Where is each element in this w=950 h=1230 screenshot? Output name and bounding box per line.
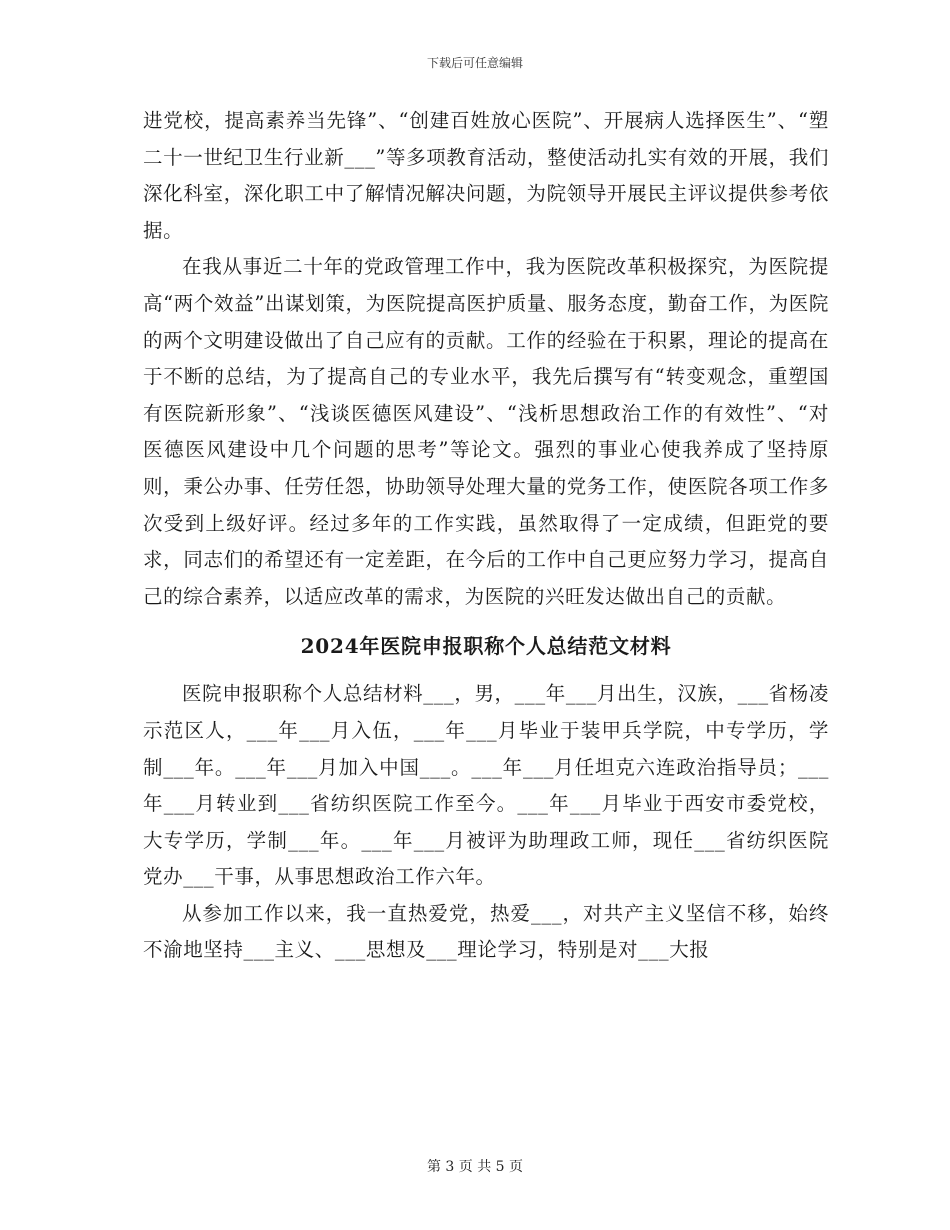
document-body <box>143 103 829 969</box>
page-header-note: 下载后可任意编辑 <box>426 56 523 70</box>
section-title: 2024年医院申报职称个人总结范文材料 <box>300 634 672 659</box>
paragraph-3: 医院申报职称个人总结材料___，男，___年___月出生，汉族，___省杨凌示范区人，___年___月入伍，___年___月毕业于装甲兵学院，中专学历，学制___年。___年___月加入中国___。___年___月任坦克六连政治指导员；___年___月转业到___省纺织医院工作至今。___年___月毕业于西安市委党校，大专学历，学制___年。___年___月被评为助理政工师，现任___省纺织医院党办___干事，从事思想政治工作六年。 <box>143 682 829 889</box>
paragraph-4: 从参加工作以来，我一直热爱党，热爱___，对共产主义坚信不移，始终不渝地坚持___主义、___思想及___理论学习，特别是对___大报 <box>143 901 829 962</box>
paragraph-1: 进党校，提高素养当先锋”、“创建百姓放心医院”、开展病人选择医生”、“塑二十一世纪卫生行业新___”等多项教育活动，整使活动扎实有效的开展，我们深化科室，深化职工中了解情况解决问题，为院领导开展民主评议提供参考依据。 <box>143 109 829 242</box>
paragraph-2: 在我从事近二十年的党政管理工作中，我为医院改革积极探究，为医院提高“两个效益”出谋划策，为医院提高医护质量、服务态度，勤奋工作，为医院的两个文明建设做出了自己应有的贡献。工作的经验在于积累，理论的提高在于不断的总结，为了提高自己的专业水平，我先后撰写有“转变观念，重塑国有医院新形象”、“浅谈医德医风建设”、“浅析思想政治工作的有效性”、“对医德医风建设中几个问题的思考”等论文。强烈的事业心使我养成了坚持原则，秉公办事、任劳任怨，协助领导处理大量的党务工作，使医院各项工作多次受到上级好评。经过多年的工作实践，虽然取得了一定成绩，但距党的要求，同志们的希望还有一定差距，在今后的工作中自己更应努力学习，提高自己的综合素养，以适应改革的需求，为医院的兴旺发达做出自己的贡献。 <box>143 255 829 608</box>
page-number-footer: 第 3 页 共 5 页 <box>426 1159 524 1175</box>
